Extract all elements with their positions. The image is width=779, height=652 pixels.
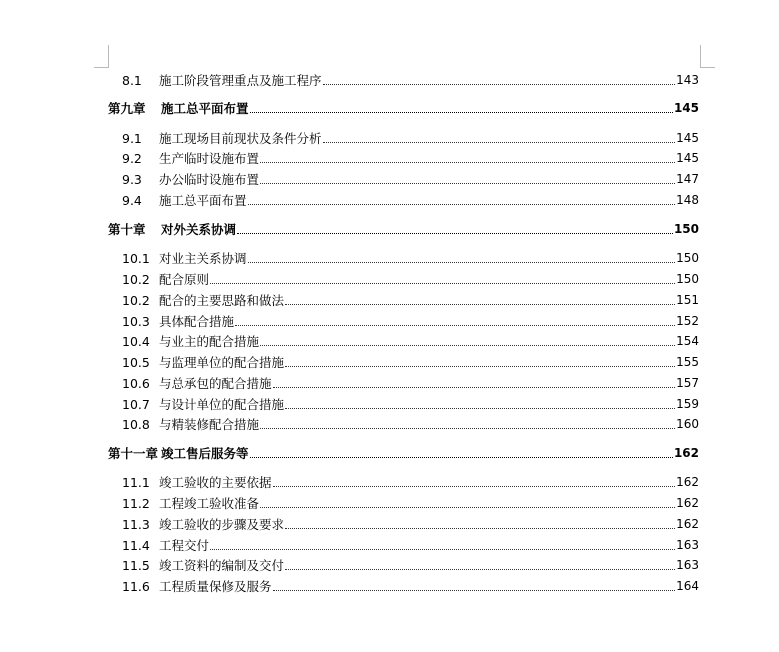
- toc-entry-number: 11.3: [122, 517, 150, 532]
- toc-section-entry[interactable]: [122, 130, 699, 147]
- toc-entry-page-number: 164: [676, 579, 699, 593]
- toc-entry-title: 工程交付: [159, 538, 210, 553]
- toc-dot-leader: [285, 303, 675, 305]
- toc-entry-number: 10.4: [122, 334, 150, 349]
- toc-entry-page-number: 162: [676, 475, 699, 489]
- toc-dot-leader: [210, 282, 675, 284]
- toc-section-entry[interactable]: [122, 313, 699, 330]
- toc-entry-page-number: 147: [676, 172, 699, 186]
- toc-entry-page-number: 162: [676, 496, 699, 510]
- toc-entry-title: 与设计单位的配合措施: [159, 397, 285, 412]
- toc-dot-leader: [285, 527, 675, 529]
- toc-section-entry[interactable]: [122, 474, 699, 491]
- toc-entry-page-number: 162: [673, 446, 699, 460]
- toc-entry-title: 竣工售后服务等: [161, 446, 249, 461]
- toc-entry-number: 11.4: [122, 538, 150, 553]
- toc-entry-page-number: 155: [676, 355, 699, 369]
- toc-chapter-entry[interactable]: [108, 221, 699, 238]
- toc-entry-number: 10.6: [122, 376, 150, 391]
- toc-dot-leader: [260, 182, 675, 184]
- toc-entry-page-number: 159: [676, 397, 699, 411]
- toc-dot-leader: [260, 506, 675, 508]
- toc-section-entry[interactable]: [122, 250, 699, 267]
- toc-entry-page-number: 163: [676, 538, 699, 552]
- toc-entry-title: 配合原则: [159, 272, 210, 287]
- toc-section-entry[interactable]: [122, 375, 699, 392]
- toc-entry-title: 与精装修配合措施: [159, 417, 260, 432]
- toc-chapter-entry[interactable]: [108, 445, 699, 462]
- toc-section-entry[interactable]: [122, 72, 699, 89]
- toc-entry-page-number: 145: [676, 151, 699, 165]
- toc-dot-leader: [285, 407, 675, 409]
- toc-section-entry[interactable]: [122, 516, 699, 533]
- toc-entry-page-number: 163: [676, 558, 699, 572]
- toc-dot-leader: [273, 485, 676, 487]
- toc-section-entry[interactable]: [122, 171, 699, 188]
- toc-entry-title: 施工现场目前现状及条件分析: [159, 131, 322, 146]
- toc-entry-page-number: 162: [676, 517, 699, 531]
- toc-entry-number: 9.3: [122, 172, 142, 187]
- toc-entry-title: 施工总平面布置: [159, 193, 247, 208]
- toc-entry-number: 11.5: [122, 558, 150, 573]
- toc-entry-number: 第十一章: [108, 446, 159, 461]
- toc-entry-title: 配合的主要思路和做法: [159, 293, 285, 308]
- toc-entry-number: 9.1: [122, 131, 142, 146]
- toc-dot-leader: [260, 427, 675, 429]
- toc-entry-page-number: 154: [676, 334, 699, 348]
- toc-entry-number: 10.7: [122, 397, 150, 412]
- toc-section-entry[interactable]: [122, 578, 699, 595]
- toc-section-entry[interactable]: [122, 333, 699, 350]
- toc-entry-number: 10.2: [122, 272, 150, 287]
- toc-dot-leader: [260, 344, 675, 346]
- toc-dot-leader: [285, 365, 675, 367]
- toc-entry-page-number: 148: [676, 193, 699, 207]
- toc-entry-title: 与业主的配合措施: [159, 334, 260, 349]
- toc-entry-page-number: 145: [673, 101, 699, 115]
- toc-dot-leader: [273, 386, 676, 388]
- toc-section-entry[interactable]: [122, 354, 699, 371]
- toc-entry-page-number: 145: [676, 131, 699, 145]
- toc-entry-number: 9.2: [122, 151, 142, 166]
- toc-dot-leader: [248, 203, 676, 205]
- toc-dot-leader: [250, 456, 673, 458]
- toc-section-entry[interactable]: [122, 495, 699, 512]
- toc-dot-leader: [323, 83, 676, 85]
- toc-section-entry[interactable]: [122, 150, 699, 167]
- toc-section-entry[interactable]: [122, 192, 699, 209]
- toc-entry-number: 第九章: [108, 101, 146, 116]
- toc-entry-title: 具体配合措施: [159, 314, 235, 329]
- toc-entry-title: 工程质量保修及服务: [159, 579, 272, 594]
- toc-entry-title: 竣工验收的主要依据: [159, 475, 272, 490]
- toc-entry-title: 施工总平面布置: [161, 101, 249, 116]
- toc-entry-page-number: 150: [676, 251, 699, 265]
- toc-entry-number: 11.2: [122, 496, 150, 511]
- toc-entry-number: 9.4: [122, 193, 142, 208]
- toc-entry-number: 10.5: [122, 355, 150, 370]
- toc-entry-number: 第十章: [108, 222, 146, 237]
- toc-dot-leader: [235, 324, 675, 326]
- toc-entry-page-number: 151: [676, 293, 699, 307]
- toc-entry-number: 10.2: [122, 293, 150, 308]
- toc-entry-number: 11.6: [122, 579, 150, 594]
- toc-entry-page-number: 150: [673, 222, 699, 236]
- toc-dot-leader: [237, 232, 673, 234]
- toc-entry-number: 10.8: [122, 417, 150, 432]
- toc-entry-title: 竣工资料的编制及交付: [159, 558, 285, 573]
- toc-dot-leader: [285, 568, 675, 570]
- toc-section-entry[interactable]: [122, 557, 699, 574]
- toc-chapter-entry[interactable]: [108, 100, 699, 117]
- toc-entry-number: 8.1: [122, 73, 142, 88]
- toc-entry-title: 生产临时设施布置: [159, 151, 260, 166]
- toc-section-entry[interactable]: [122, 537, 699, 554]
- toc-entry-number: 11.1: [122, 475, 150, 490]
- toc-entry-page-number: 157: [676, 376, 699, 390]
- toc-entry-page-number: 152: [676, 314, 699, 328]
- toc-entry-page-number: 150: [676, 272, 699, 286]
- toc-dot-leader: [260, 161, 675, 163]
- toc-dot-leader: [323, 141, 676, 143]
- toc-entry-title: 工程竣工验收准备: [159, 496, 260, 511]
- toc-entry-title: 与监理单位的配合措施: [159, 355, 285, 370]
- toc-entry-title: 对外关系协调: [161, 222, 237, 237]
- toc-entry-number: 10.1: [122, 251, 150, 266]
- toc-dot-leader: [250, 111, 673, 113]
- toc-section-entry[interactable]: [122, 292, 699, 309]
- toc-section-entry[interactable]: [122, 416, 699, 433]
- toc-entry-number: 10.3: [122, 314, 150, 329]
- toc-dot-leader: [273, 589, 676, 591]
- toc-dot-leader: [210, 548, 675, 550]
- toc-entry-title: 竣工验收的步骤及要求: [159, 517, 285, 532]
- toc-entry-title: 办公临时设施布置: [159, 172, 260, 187]
- toc-entry-title: 与总承包的配合措施: [159, 376, 272, 391]
- toc-section-entry[interactable]: [122, 271, 699, 288]
- toc-entry-page-number: 160: [676, 417, 699, 431]
- toc-entry-title: 对业主关系协调: [159, 251, 247, 266]
- toc-entry-page-number: 143: [676, 73, 699, 87]
- toc-entry-title: 施工阶段管理重点及施工程序: [159, 73, 322, 88]
- toc-dot-leader: [248, 261, 676, 263]
- toc-section-entry[interactable]: [122, 396, 699, 413]
